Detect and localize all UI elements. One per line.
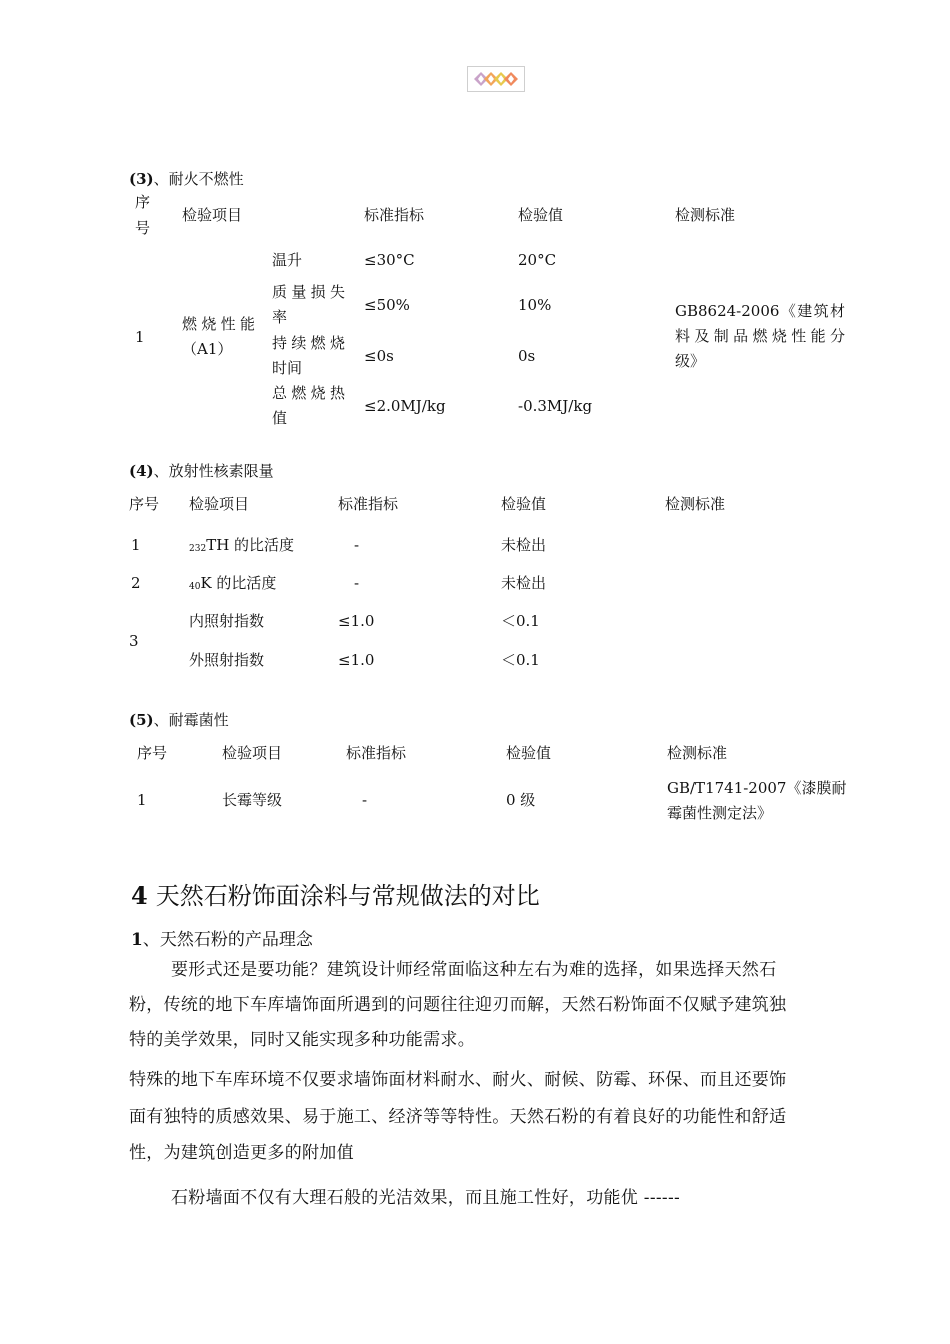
s5-method: GB/T1741-2007《漆膜耐 [667,779,847,797]
s3-header-seq-1: 序 [135,193,151,211]
s4-item: 内照射指数 [189,612,265,630]
s5-seq: 1 [137,791,147,809]
s3-val: -0.3MJ/kg [518,397,593,415]
s4-seq: 2 [131,574,141,592]
s4-item: $_{232}$TH 的比活度 [189,536,295,554]
s5-header-val: 检验值 [506,744,552,762]
s3-sub-item: 持续燃烧 [272,334,345,352]
s4-seq: 1 [131,536,141,554]
paragraph-line: 特殊的地下车库环境不仅要求墙饰面材料耐水、耐火、耐候、防霉、环保、而且还要饰 [129,1070,787,1090]
s4-isotope-mass: 40 [189,582,201,592]
section-3-title: (3)、耐火不燃性 [129,170,244,188]
s5-header-std: 标准指标 [346,744,407,762]
s3-row-seq: 1 [135,328,145,346]
s3-header-val: 检验值 [518,206,564,224]
section-4-title: (4)、放射性核素限量 [129,462,274,480]
s5-item: 长霉等级 [222,791,283,809]
s3-sub-item: 率 [272,308,288,326]
paragraph-line: 特的美学效果，同时又能实现多种功能需求。 [129,1030,475,1050]
s5-val: 0 级 [506,791,536,809]
s3-std: ≤50% [364,296,410,314]
s3-method: 料及制品燃烧性能分 [675,327,845,345]
paragraph-line: 性，为建筑创造更多的附加值 [129,1143,354,1163]
s4-isotope-mass: 232 [189,544,207,554]
section-5-title: (5)、耐霉菌性 [129,711,229,729]
s4-val: 未检出 [501,574,547,592]
s4-header-std: 标准指标 [338,495,399,513]
s3-sub-item: 质量损失 [272,283,345,301]
s3-header-item: 检验项目 [182,206,243,224]
s5-std: - [362,791,368,809]
s3-item-grade: （A1） [182,340,233,358]
s3-std: ≤30°C [364,251,415,269]
paragraph-line: 粉，传统的地下车库墙饰面所遇到的问题往往迎刃而解，天然石粉饰面不仅赋予建筑独 [129,995,787,1015]
s4-val: 未检出 [501,536,547,554]
s4-header-method: 检测标准 [665,495,726,513]
paragraph-line: 面有独特的质感效果、易于施工、经济等等特性。天然石粉的有着良好的功能性和舒适 [129,1107,787,1127]
s3-item-name: 燃烧性能 [182,315,255,333]
s4-std: ≤1.0 [338,651,375,669]
s4-val: ＜0.1 [501,612,540,630]
s3-sub-item: 温升 [272,251,303,269]
subheading-1: 1、天然石粉的产品理念 [131,930,313,950]
s4-item: $_{40}$K 的比活度 [189,574,277,592]
s3-header-seq-2: 号 [135,219,151,237]
section-heading-4: 4 天然石粉饰面涂料与常规做法的对比 [131,881,540,910]
s5-header-item: 检验项目 [222,744,283,762]
s3-method: 级》 [675,352,706,370]
s4-header-seq: 序号 [129,495,160,513]
s3-std: ≤0s [364,347,394,365]
s4-item: 外照射指数 [189,651,265,669]
s5-header-seq: 序号 [137,744,168,762]
s3-val: 20°C [518,251,557,269]
s3-std: ≤2.0MJ/kg [364,397,446,415]
s3-val: 10% [518,296,552,314]
s4-std: ≤1.0 [338,612,375,630]
s4-std: - [354,574,360,592]
s4-header-val: 检验值 [501,495,547,513]
logo-diamonds-icon [468,67,524,91]
s4-std: - [354,536,360,554]
s3-sub-item: 总燃烧热 [272,384,345,402]
s3-sub-item: 值 [272,409,288,427]
s3-header-method: 检测标准 [675,206,736,224]
s5-method: 霉菌性测定法》 [667,804,773,822]
s3-header-std: 标准指标 [364,206,425,224]
s4-header-item: 检验项目 [189,495,250,513]
paragraph-line: 石粉墙面不仅有大理石般的光洁效果，而且施工性好，功能优 ------ [171,1188,681,1208]
paragraph-line: 要形式还是要功能？建筑设计师经常面临这种左右为难的选择，如果选择天然石 [171,960,777,980]
header-logo [467,66,525,92]
s3-method: GB8624-2006《建筑材 [675,302,845,320]
s3-sub-item: 时间 [272,359,303,377]
s4-val: ＜0.1 [501,651,540,669]
s5-header-method: 检测标准 [667,744,728,762]
s4-seq: 3 [129,632,139,650]
s3-val: 0s [518,347,536,365]
